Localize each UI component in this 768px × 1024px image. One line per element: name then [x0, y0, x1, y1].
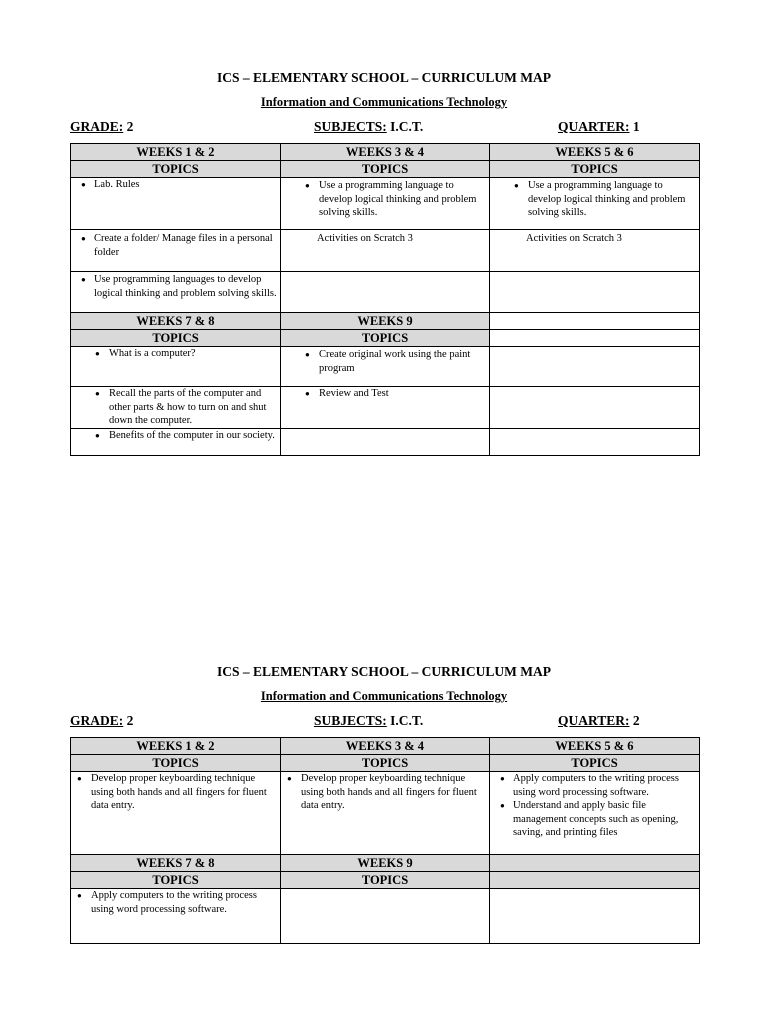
list-item: ● Apply computers to the writing process using word processing software.	[74, 889, 277, 916]
map1-quarter-label: QUARTER:	[558, 119, 630, 134]
table-row	[71, 313, 700, 330]
weeks-header: WEEKS 3 & 4	[281, 738, 490, 755]
topics-header: TOPICS	[281, 330, 490, 347]
table-row	[71, 889, 700, 944]
map2-grade-value: 2	[126, 713, 134, 728]
table-cell	[490, 772, 700, 855]
map2-quarter	[558, 713, 640, 729]
map2-title: ICS – ELEMENTARY SCHOOL – CURRICULUM MAP	[216, 664, 552, 679]
map2-quarter-value: 2	[632, 713, 640, 728]
table-cell	[71, 272, 281, 313]
map2-subjects-label: SUBJECTS:	[314, 713, 387, 728]
map1-table	[70, 143, 700, 456]
table-cell	[490, 855, 700, 872]
map2-table	[70, 737, 700, 944]
weeks-header: WEEKS 1 & 2	[71, 144, 281, 161]
weeks-header: WEEKS 5 & 6	[490, 738, 700, 755]
table-cell	[71, 387, 281, 429]
table-row	[71, 330, 700, 347]
list-item: ● Use a programming language to develop logical thinking and problem solving skills.	[493, 179, 696, 220]
weeks-header: WEEKS 7 & 8	[71, 313, 281, 330]
weeks-header: WEEKS 5 & 6	[490, 144, 700, 161]
map2-grade	[70, 713, 133, 729]
map1-grade-label: GRADE:	[70, 119, 124, 134]
table-row	[71, 738, 700, 755]
table-cell	[281, 272, 490, 313]
map1-subtitle-text: Information and Communications Technology	[260, 95, 508, 109]
weeks-header: WEEKS 7 & 8	[71, 855, 281, 872]
list-item: ● Benefits of the computer in our society.	[74, 429, 277, 443]
list-item: ● Use programming languages to develop logical thinking and problem solving skills.	[74, 273, 277, 300]
table-row	[71, 872, 700, 889]
list-item: ● Use a programming language to develop logical thinking and problem solving skills.	[284, 179, 486, 220]
table-cell: Activities on Scratch 3	[281, 230, 490, 272]
topics-header: TOPICS	[281, 161, 490, 178]
list-item: ● Understand and apply basic file management concepts such as opening, saving, and printing files	[493, 799, 696, 840]
map2-subjects	[314, 713, 423, 729]
map2-grade-label: GRADE:	[70, 713, 124, 728]
map1-grade	[70, 119, 133, 135]
table-cell	[71, 230, 281, 272]
list-item: ● What is a computer?	[74, 347, 277, 361]
table-row	[71, 428, 700, 455]
table-cell	[281, 889, 490, 944]
list-item: ● Recall the parts of the computer and other parts & how to turn on and shut down the computer.	[74, 387, 277, 428]
table-row	[71, 387, 700, 429]
weeks-header: WEEKS 3 & 4	[281, 144, 490, 161]
topics-header: TOPICS	[71, 330, 281, 347]
table-row	[71, 772, 700, 855]
list-item: ● Review and Test	[284, 387, 486, 401]
topics-header: TOPICS	[71, 161, 281, 178]
map1-subjects	[314, 119, 423, 135]
map2-subtitle	[0, 689, 768, 704]
weeks-header: WEEKS 9	[281, 855, 490, 872]
topics-header: TOPICS	[281, 872, 490, 889]
table-row	[71, 855, 700, 872]
table-cell	[490, 872, 700, 889]
table-cell	[490, 428, 700, 455]
table-cell	[281, 428, 490, 455]
table-row	[71, 144, 700, 161]
table-cell	[281, 772, 490, 855]
map1-subjects-value: I.C.T.	[390, 119, 424, 134]
table-cell	[490, 178, 700, 230]
map1-quarter	[558, 119, 640, 135]
map2-subtitle-text: Information and Communications Technology	[260, 689, 508, 703]
table-cell	[71, 889, 281, 944]
table-row	[71, 178, 700, 230]
map1-subjects-label: SUBJECTS:	[314, 119, 387, 134]
list-item: ● Apply computers to the writing process using word processing software.	[493, 772, 696, 799]
topics-header: TOPICS	[71, 755, 281, 772]
table-cell	[490, 387, 700, 429]
list-item: ● Create original work using the paint program	[284, 348, 486, 375]
table-row	[71, 230, 700, 272]
table-cell	[490, 313, 700, 330]
table-cell	[71, 347, 281, 387]
table-cell	[71, 178, 281, 230]
topics-header: TOPICS	[71, 872, 281, 889]
map1-subtitle	[0, 95, 768, 110]
table-cell	[490, 330, 700, 347]
map1-title: ICS – ELEMENTARY SCHOOL – CURRICULUM MAP	[216, 70, 552, 85]
list-item: ● Develop proper keyboarding technique using both hands and all fingers for fluent data entry.	[284, 772, 486, 813]
table-cell	[490, 272, 700, 313]
map1-grade-value: 2	[126, 119, 134, 134]
table-cell	[71, 428, 281, 455]
list-item: ● Develop proper keyboarding technique using both hands and all fingers for fluent data entry.	[74, 772, 277, 813]
table-cell	[71, 772, 281, 855]
table-cell	[490, 347, 700, 387]
list-item: ● Lab. Rules	[74, 178, 277, 192]
table-row	[71, 272, 700, 313]
weeks-header: WEEKS 9	[281, 313, 490, 330]
map1-quarter-value: 1	[632, 119, 640, 134]
table-cell	[281, 178, 490, 230]
table-row	[71, 755, 700, 772]
list-item: ● Create a folder/ Manage files in a personal folder	[74, 232, 277, 259]
table-row	[71, 347, 700, 387]
table-cell	[490, 889, 700, 944]
topics-header: TOPICS	[490, 161, 700, 178]
table-cell	[281, 387, 490, 429]
topics-header: TOPICS	[490, 755, 700, 772]
map2-subjects-value: I.C.T.	[390, 713, 424, 728]
weeks-header: WEEKS 1 & 2	[71, 738, 281, 755]
map2-quarter-label: QUARTER:	[558, 713, 630, 728]
table-cell: Activities on Scratch 3	[490, 230, 700, 272]
table-cell	[281, 347, 490, 387]
table-row	[71, 161, 700, 178]
topics-header: TOPICS	[281, 755, 490, 772]
